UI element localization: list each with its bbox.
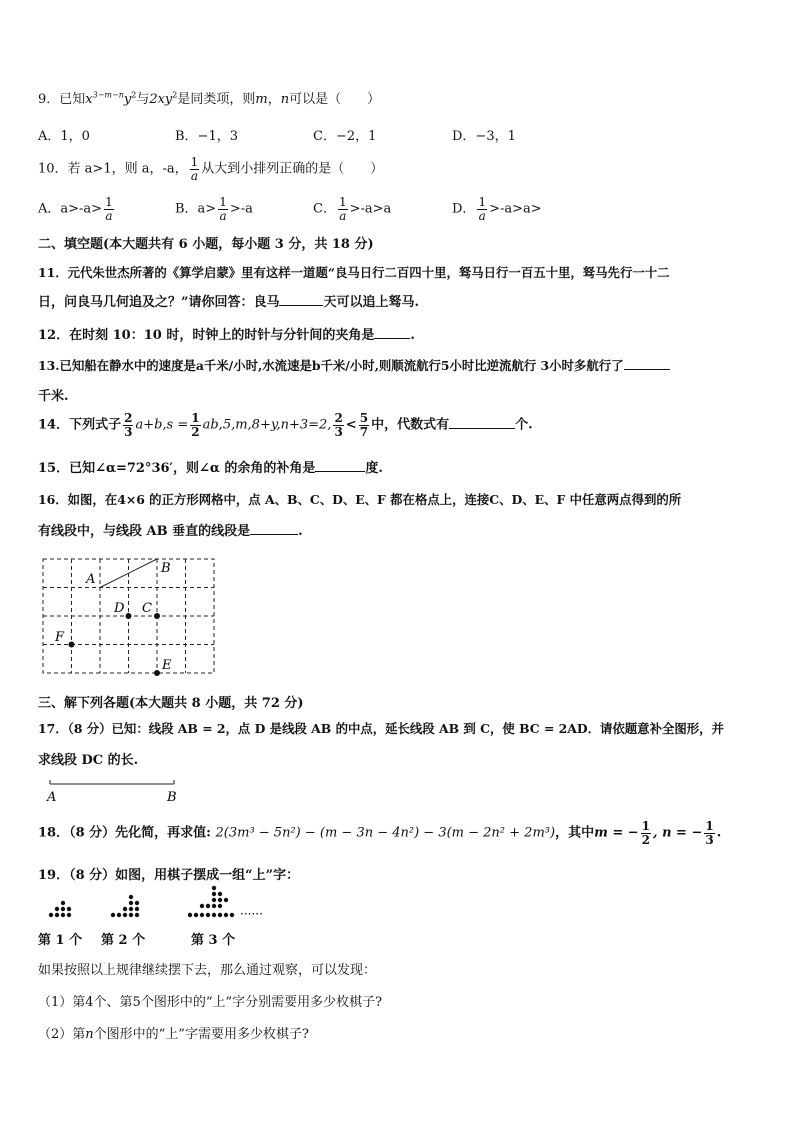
q19-intro: 如果按照以上规律继续摆下去，那么通过观察，可以发现： — [38, 963, 377, 978]
q9-option-a: A．1，0 — [38, 129, 90, 144]
figure-3 — [188, 886, 234, 917]
label-c: C — [142, 601, 152, 616]
q13-line2: 千米. — [38, 389, 69, 404]
q19-figure-label-2: 第 2 个 — [101, 933, 146, 948]
label-a: A — [47, 790, 57, 805]
q17-line1: 17．（8 分）已知：线段 AB = 2，点 D 是线段 AB 的中点，延长线段 AB 到 C，使 BC = 2AD．请依题意补全图形，并 — [38, 721, 724, 736]
answer-blank — [250, 534, 298, 535]
q9-option-c: C．−2，1 — [313, 129, 377, 144]
q11-line1: 11．元代朱世杰所著的《算学启蒙》里有这样一道题“良马日行二百四十里，驽马日行一百五十里，驽马先行一十二 — [38, 265, 670, 280]
q9-option-d: D．−3，1 — [452, 129, 516, 144]
label-b: B — [161, 561, 171, 576]
q19-sub2: （2）第n个图形中的“上”字需要用多少枚棋子? — [38, 1027, 309, 1042]
q10-stem: 10．若 a>1，则 a，-a， $\frac{1}{a}$ 从大到小排列正确的是（ ） — [38, 155, 384, 183]
q16-line2: 有线段中，与线段 AB 垂直的线段是 . — [38, 524, 303, 539]
figure-1 — [49, 901, 71, 917]
continuation-dots: ······ — [240, 907, 263, 921]
figure-2 — [111, 895, 139, 917]
q16-grid-figure — [38, 555, 228, 685]
q15: 15．已知∠α=72°36′，则∠α 的余角的补角是 度. — [38, 461, 383, 476]
q16-line1: 16．如图，在4×6 的正方形网格中，点 A、B、C、D、E、F 都在格点上，连接C、D、E、F 中任意两点得到的所 — [38, 492, 682, 507]
answer-blank — [279, 305, 323, 306]
label-e: E — [162, 658, 172, 673]
section-3-heading: 三、解下列各题(本大题共 8 小题，共 72 分) — [38, 696, 304, 711]
q19-figure-label-1: 第 1 个 — [38, 933, 83, 948]
answer-blank — [449, 428, 515, 429]
q10-option-a: A．a>-a> $\frac{1}{a}$ — [38, 195, 113, 223]
point-f — [69, 642, 75, 648]
section-2-heading: 二、填空题(本大题共有 6 小题，每小题 3 分，共 18 分) — [38, 237, 374, 252]
q10-option-d: D． $\frac{1}{a}$ >-a>a> — [452, 195, 542, 223]
answer-blank — [315, 471, 365, 472]
q9-stem: 9．已知$x^{3-m-n}y^2$与$2xy^2$是同类项，则m，n可以是（ ） — [38, 90, 381, 107]
answer-blank — [374, 338, 410, 339]
q19-figure-label-3: 第 3 个 — [191, 933, 236, 948]
q18: 18．（8 分）先化简，再求值: 2(3m³ − 5n²) − (m − 3n − 4n²) − 3(m − 2n² + 2m³)，其中m = − $\frac{1}{2}$ , n = − $\frac{1}{3}$ . — [38, 819, 722, 847]
q10-option-c: C． $\frac{1}{a}$ >-a>a — [313, 195, 392, 223]
q9-option-b: B．−1，3 — [175, 129, 238, 144]
label-d: D — [114, 601, 125, 616]
point-d — [126, 613, 132, 619]
q13-line1: 13.已知船在静水中的速度是a千米/小时,水流速是b千米/小时,则顺流航行5小时比逆流航行 3小时多航行了 — [38, 356, 670, 374]
q12: 12．在时刻 10：10 时，时钟上的时针与分针间的夹角是 . — [38, 328, 415, 343]
q19-pattern-figure — [44, 884, 284, 924]
q19-sub1: （1）第4个、第5个图形中的“上”字分别需要用多少枚棋子? — [38, 995, 383, 1010]
answer-blank — [624, 369, 670, 370]
q10-option-b: B．a> $\frac{1}{a}$ >-a — [175, 195, 253, 223]
fraction: $\frac{1}{a}$ — [190, 155, 199, 183]
q17-line2: 求线段 DC 的长. — [38, 753, 139, 768]
q11-line2: 日，问良马几何追及之？”请你回答：良马 天可以追上驽马. — [38, 295, 420, 310]
label-a: A — [86, 572, 96, 587]
label-b: B — [167, 790, 177, 805]
point-c — [154, 613, 160, 619]
q17-segment-figure — [38, 775, 198, 805]
q14: 14．下列式子 $\frac{2}{3}$ a+b,s = $\frac{1}{2}$ ab,5,m,8+y,n+3=2, $\frac{2}{3}$ < $\frac{5}{7}$ 中，代数式有 个. — [38, 411, 533, 439]
point-e — [154, 670, 160, 676]
q19-line1: 19．（8 分）如图，用棋子摆成一组“上”字： — [38, 868, 300, 883]
label-f: F — [55, 630, 65, 645]
